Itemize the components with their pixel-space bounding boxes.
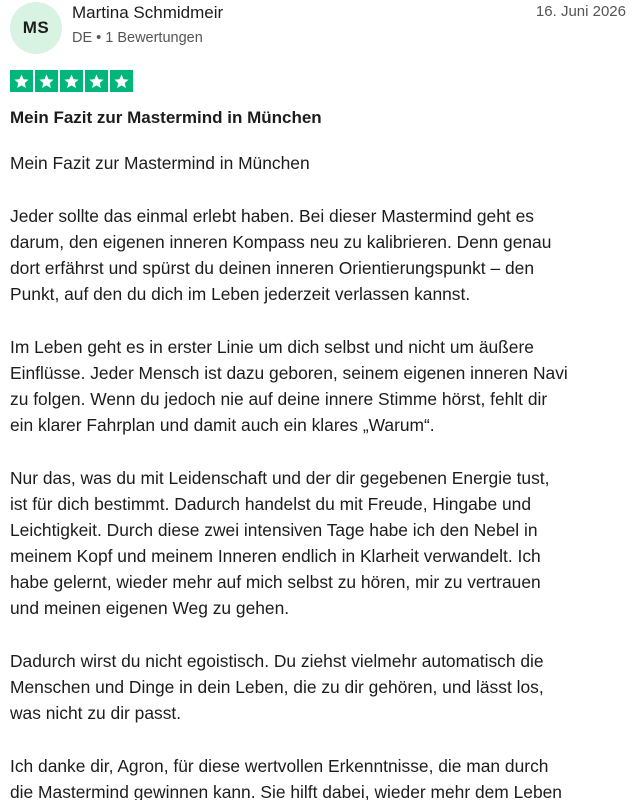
star-rating — [10, 70, 133, 92]
review-text-line: was nicht zu dir passt. — [10, 703, 182, 723]
review-text-line: zu folgen. Wenn du jedoch nie auf deine innere Stimme hörst, fehlt dir — [10, 389, 548, 409]
review-text-line: meinem Kopf und meinem Inneren endlich in Klarheit verwandelt. Ich — [10, 546, 541, 566]
review-text-line: dort erfährst und spürst du deinen inneren Orientierungspunkt – den — [10, 258, 534, 278]
review-text-line: Punkt, auf den du dich im Leben jederzeit verlassen kannst. — [10, 284, 471, 304]
review-text-line: ein klarer Fahrplan und damit auch ein klares „Warum“. — [10, 415, 435, 435]
review-text-line: Im Leben geht es in erster Linie um dich selbst und nicht um äußere — [10, 337, 534, 357]
review-body — [10, 150, 630, 800]
review-text-line: ist für dich bestimmt. Dadurch handelst du mit Freude, Hingabe und — [10, 494, 532, 514]
review-paragraph — [10, 150, 630, 176]
review-text-line: Dadurch wirst du nicht egoistisch. Du ziehst vielmehr automatisch die — [10, 651, 544, 671]
reviewer-name[interactable]: Martina Schmidmeir — [72, 3, 224, 22]
paragraph-gap — [10, 621, 630, 648]
reviewer-review-count: 1 Bewertungen — [105, 30, 203, 46]
review-text-line: Ich danke dir, Agron, für diese wertvollen Erkenntnisse, die man durch — [10, 756, 549, 776]
review-title[interactable]: Mein Fazit zur Mastermind in München — [10, 108, 322, 127]
review-date: 16. Juni 2026 — [535, 3, 626, 20]
reviewer-meta — [72, 30, 203, 46]
review-paragraph — [10, 203, 630, 307]
paragraph-gap — [10, 176, 630, 203]
star-icon — [35, 70, 58, 92]
reviewer-country: DE — [72, 30, 93, 46]
review-paragraph — [10, 334, 630, 438]
review-paragraph — [10, 648, 630, 726]
review-text-line: Nur das, was du mit Leidenschaft und der dir gegebenen Energie tust, — [10, 468, 550, 488]
meta-separator: • — [96, 30, 102, 46]
star-icon — [60, 70, 83, 92]
avatar[interactable]: MS — [10, 2, 62, 54]
paragraph-gap — [10, 307, 630, 334]
review-paragraph — [10, 753, 630, 800]
paragraph-gap — [10, 726, 630, 753]
review-text-line: die Mastermind gewinnen kann. Sie hilft dabei, wieder mehr dem Leben — [10, 782, 562, 800]
star-icon — [85, 70, 108, 92]
review-text-line: habe gelernt, wieder mehr auf mich selbst zu hören, mir zu vertrauen — [10, 572, 541, 592]
review-paragraph — [10, 465, 630, 621]
review-text-line: und meinen eigenen Weg zu gehen. — [10, 598, 290, 618]
paragraph-gap — [10, 438, 630, 465]
review-text-line: Jeder sollte das einmal erlebt haben. Bei dieser Mastermind geht es — [10, 206, 534, 226]
review-text-line: Menschen und Dinge in dein Leben, die zu dir gehören, und lässt los, — [10, 677, 544, 697]
star-icon — [110, 70, 133, 92]
star-icon — [10, 70, 33, 92]
review-text-line: Mein Fazit zur Mastermind in München — [10, 153, 310, 173]
review-text-line: darum, den eigenen inneren Kompass neu zu kalibrieren. Denn genau — [10, 232, 552, 252]
review-text-line: Einflüsse. Jeder Mensch ist dazu geboren, seinem eigenen inneren Navi — [10, 363, 568, 383]
review-text-line: Leichtigkeit. Durch diese zwei intensiven Tage habe ich den Nebel in — [10, 520, 538, 540]
